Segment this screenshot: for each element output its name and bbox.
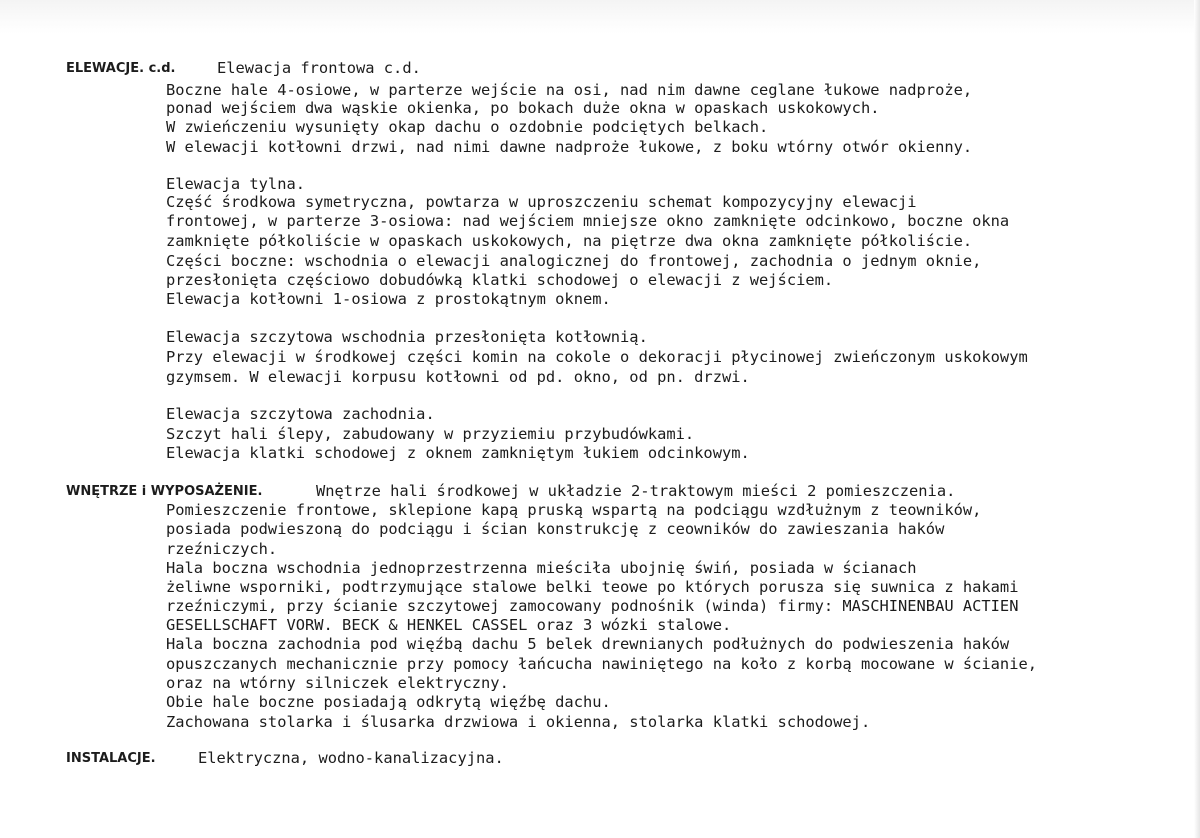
text-line: ponad wejściem dwa wąskie okienka, po bokach duże okna w opaskach uskokowych.: [166, 99, 880, 117]
heading-suffix: c.d.: [148, 61, 176, 76]
text-line: frontowej, w parterze 3-osiowa: nad wejściem mniejsze okno zamknięte odcinkowo, boczne okna: [166, 212, 1010, 230]
section-heading-elewacje: ELEWACJE. c.d.: [66, 61, 176, 76]
text-line: zamknięte półkoliście w opaskach uskokowych, na piętrze dwa okna zamknięte półkoliście.: [166, 232, 973, 250]
instalacje-text: Elektryczna, wodno-kanalizacyjna.: [198, 749, 504, 767]
text-line: Elewacja klatki schodowej z oknem zamkniętym łukiem odcinkowym.: [166, 444, 750, 462]
text-line: Pomieszczenie frontowe, sklepione kapą pruską wspartą na podciągu wzdłużnym z teowników,: [166, 501, 982, 519]
text-line: rzeźniczymi, przy ścianie szczytowej zamocowany podnośnik (winda) firmy: MASCHINENBAU ACTIEN: [166, 597, 1019, 615]
text-line: Hala boczna zachodnia pod więźbą dachu 5 belek drewnianych podłużnych do podwieszenia haków: [166, 635, 1010, 653]
text-line: Części boczne: wschodnia o elewacji analogicznej do frontowej, zachodnia o jednym oknie,: [166, 252, 982, 270]
subsection-title: Elewacja tylna.: [166, 175, 305, 193]
text-line: GESELLSCHAFT VORW. BECK & HENKEL CASSEL oraz 3 wózki stalowe.: [166, 616, 732, 634]
text-line: Elewacja kotłowni 1-osiowa z prostokątnym oknem.: [166, 290, 611, 308]
wnetrze-first-line: Wnętrze hali środkowej w układzie 2-traktowym mieści 2 pomieszczenia.: [316, 482, 956, 500]
scan-shadow-top: [0, 0, 1200, 34]
text-line: Zachowana stolarka i ślusarka drzwiowa i okienna, stolarka klatki schodowej.: [166, 713, 871, 731]
text-line: Obie hale boczne posiadają odkrytą więźbę dachu.: [166, 693, 611, 711]
elewacja-frontowa-title: Elewacja frontowa c.d.: [217, 59, 421, 77]
text-line: Część środkowa symetryczna, powtarza w uproszczeniu schemat kompozycyjny elewacji: [166, 193, 917, 211]
subsection-title: Elewacja szczytowa wschodnia przesłonięta kotłownią.: [166, 328, 648, 346]
text-line: gzymsem. W elewacji korpusu kotłowni od pd. okno, od pn. drzwi.: [166, 368, 750, 386]
section-heading-instalacje: INSTALACJE.: [66, 751, 156, 766]
text-line: opuszczanych mechanicznie przy pomocy łańcucha nawiniętego na koło z korbą mocowane w ścianie,: [166, 655, 1037, 673]
text-line: oraz na wtórny silniczek elektryczny.: [166, 674, 509, 692]
text-line: rzeźniczych.: [166, 540, 278, 558]
section-heading-wnetrze: WNĘTRZE i WYPOSAŻENIE.: [66, 484, 263, 499]
text-line: Hala boczna wschodnia jednoprzestrzenna mieściła ubojnię świń, posiada w ścianach: [166, 559, 917, 577]
subsection-title: Elewacja szczytowa zachodnia.: [166, 405, 435, 423]
text-line: Szczyt hali ślepy, zabudowany w przyziemiu przybudówkami.: [166, 425, 695, 443]
text-line: W zwieńczeniu wysunięty okap dachu o ozdobnie podciętych belkach.: [166, 118, 769, 136]
text-line: Boczne hale 4-osiowe, w parterze wejście na osi, nad nim dawne ceglane łukowe nadproże,: [166, 81, 973, 99]
scan-shadow-right: [1194, 0, 1200, 838]
text-line: żeliwne wsporniki, podtrzymujące stalowe belki teowe po których porusza się suwnica z hakami: [166, 578, 1019, 596]
text-line: przesłonięta częściowo dobudówką klatki schodowej o elewacji z wejściem.: [166, 271, 834, 289]
text-line: Przy elewacji w środkowej części komin na cokole o dekoracji płycinowej zwieńczonym uskokowym: [166, 348, 1028, 366]
text-line: posiada podwieszoną do podciągu i ścian konstrukcję z ceowników do zawieszania haków: [166, 520, 945, 538]
text-line: W elewacji kotłowni drzwi, nad nimi dawne nadproże łukowe, z boku wtórny otwór okienny.: [166, 138, 973, 156]
